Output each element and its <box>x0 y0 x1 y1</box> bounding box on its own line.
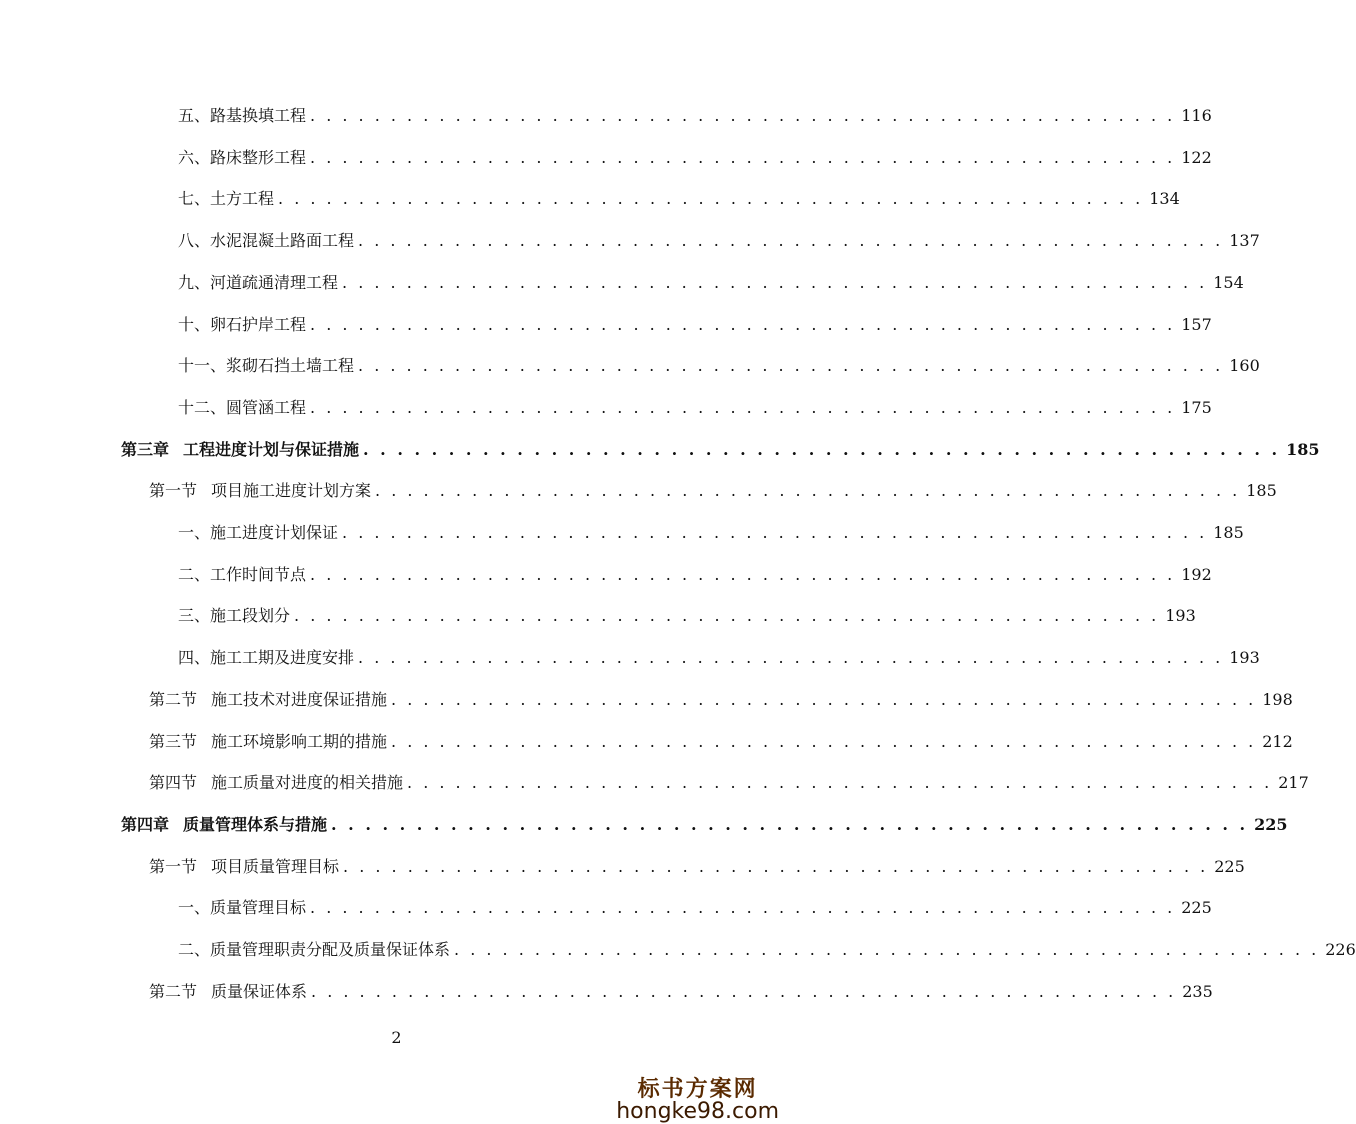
toc-page-number: 157 <box>1181 314 1212 334</box>
dot-leader: . . . . . . . . . . . . . . . . . . . . . . . . . . . . . . . . . . . . . . . . . . . . . . . . . . . . . . <box>310 147 1176 167</box>
toc-chapter[interactable] <box>121 439 1320 460</box>
toc-page-number: 235 <box>1182 981 1213 1001</box>
page-number: 2 <box>391 1028 402 1047</box>
dot-leader: . . . . . . . . . . . . . . . . . . . . . . . . . . . . . . . . . . . . . . . . . . . . . . . . . . . . . . <box>294 606 1160 626</box>
toc-title: 施工环境影响工期的措施 <box>211 731 388 751</box>
dot-leader: . . . . . . . . . . . . . . . . . . . . . . . . . . . . . . . . . . . . . . . . . . . . . . . . . . . . . . <box>454 940 1320 959</box>
dot-leader: . . . . . . . . . . . . . . . . . . . . . . . . . . . . . . . . . . . . . . . . . . . . . . . . . . . . . . <box>342 272 1208 292</box>
dot-leader: . . . . . . . . . . . . . . . . . . . . . . . . . . . . . . . . . . . . . . . . . . . . . . . . . . . . . . <box>391 689 1257 709</box>
toc-title-group <box>149 481 371 501</box>
toc-page-number: 185 <box>1286 439 1320 459</box>
dot-leader: . . . . . . . . . . . . . . . . . . . . . . . . . . . . . . . . . . . . . . . . . . . . . . . . . . . . . . <box>375 481 1241 501</box>
toc-title: 二、质量管理职责分配及质量保证体系 <box>178 940 451 959</box>
dot-leader: . . . . . . . . . . . . . . . . . . . . . . . . . . . . . . . . . . . . . . . . . . . . . . . . . . . . . . <box>363 439 1281 459</box>
toc-page-number: 225 <box>1254 814 1288 834</box>
toc-title-group <box>178 523 338 543</box>
toc-item[interactable] <box>178 356 1260 376</box>
toc-title: 八、水泥混凝土路面工程 <box>178 231 355 251</box>
toc-title: 一、施工进度计划保证 <box>178 523 339 542</box>
toc-label: 第四节 <box>149 773 198 793</box>
toc-title-group <box>178 106 306 126</box>
toc-title-group <box>178 356 354 376</box>
dot-leader: . . . . . . . . . . . . . . . . . . . . . . . . . . . . . . . . . . . . . . . . . . . . . . . . . . . . . . <box>310 397 1176 417</box>
dot-leader: . . . . . . . . . . . . . . . . . . . . . . . . . . . . . . . . . . . . . . . . . . . . . . . . . . . . . . <box>358 231 1224 251</box>
toc-section[interactable] <box>149 981 1213 1002</box>
toc-title-group <box>149 857 339 877</box>
toc-item[interactable] <box>178 523 1244 543</box>
toc-item[interactable] <box>178 106 1212 126</box>
watermark-en: hongke98.com <box>616 1099 779 1124</box>
toc-title-group <box>178 148 306 168</box>
dot-leader: . . . . . . . . . . . . . . . . . . . . . . . . . . . . . . . . . . . . . . . . . . . . . . . . . . . . . . <box>391 731 1257 751</box>
toc-page-number: 154 <box>1213 272 1244 292</box>
toc-title-group <box>178 315 306 335</box>
toc-title: 项目质量管理目标 <box>211 856 340 876</box>
toc-title-group <box>178 565 306 585</box>
toc-label: 第四章 <box>121 814 170 834</box>
toc-item[interactable] <box>178 231 1260 251</box>
toc-title-group <box>121 815 327 835</box>
dot-leader: . . . . . . . . . . . . . . . . . . . . . . . . . . . . . . . . . . . . . . . . . . . . . . . . . . . . . . <box>342 523 1208 542</box>
toc-title: 十一、浆砌石挡土墙工程 <box>178 356 355 376</box>
toc-item[interactable] <box>178 940 1356 960</box>
toc-item[interactable] <box>178 564 1212 585</box>
toc-title: 十、卵石护岸工程 <box>178 314 307 334</box>
toc-title: 一、质量管理目标 <box>178 898 307 918</box>
toc-title: 项目施工进度计划方案 <box>211 481 372 501</box>
dot-leader: . . . . . . . . . . . . . . . . . . . . . . . . . . . . . . . . . . . . . . . . . . . . . . . . . . . . . . <box>310 106 1176 125</box>
toc-page-number: 212 <box>1262 731 1293 751</box>
dot-leader: . . . . . . . . . . . . . . . . . . . . . . . . . . . . . . . . . . . . . . . . . . . . . . . . . . . . . . <box>358 356 1224 376</box>
toc-title-group <box>149 732 387 752</box>
toc-title: 六、路床整形工程 <box>178 147 307 167</box>
toc-title-group <box>178 189 274 209</box>
toc-page-number: 185 <box>1246 481 1277 501</box>
toc-item[interactable] <box>178 648 1260 668</box>
toc-page-number: 193 <box>1229 648 1260 668</box>
toc-title: 四、施工工期及进度安排 <box>178 648 355 668</box>
toc-title: 七、土方工程 <box>178 189 275 209</box>
toc-section[interactable] <box>149 689 1293 710</box>
toc-label: 第三节 <box>149 731 198 751</box>
toc-section[interactable] <box>149 481 1277 501</box>
dot-leader: . . . . . . . . . . . . . . . . . . . . . . . . . . . . . . . . . . . . . . . . . . . . . . . . . . . . . . <box>331 814 1249 834</box>
toc-label: 第二节 <box>149 689 198 709</box>
toc-page-number: 137 <box>1229 231 1260 251</box>
toc-label: 第二节 <box>149 981 198 1001</box>
toc-section[interactable] <box>149 731 1293 752</box>
toc-page-number: 160 <box>1229 356 1260 376</box>
watermark-logo <box>616 1072 779 1124</box>
toc-item[interactable] <box>178 898 1212 918</box>
toc-page-number: 226 <box>1325 940 1356 959</box>
toc-title-group <box>121 440 359 460</box>
toc-item[interactable] <box>178 397 1212 418</box>
toc-title: 施工质量对进度的相关措施 <box>211 773 404 793</box>
toc-page-number: 225 <box>1181 898 1212 918</box>
toc-title-group <box>178 606 290 626</box>
toc-title: 九、河道疏通清理工程 <box>178 272 339 292</box>
toc-title-group <box>149 982 307 1002</box>
toc-item[interactable] <box>178 189 1180 209</box>
toc-chapter[interactable] <box>121 814 1288 835</box>
toc-page-number: 122 <box>1181 147 1212 167</box>
toc-title: 质量管理体系与措施 <box>183 814 328 834</box>
toc-title-group <box>149 773 403 793</box>
dot-leader: . . . . . . . . . . . . . . . . . . . . . . . . . . . . . . . . . . . . . . . . . . . . . . . . . . . . . . <box>310 898 1176 918</box>
toc-title-group <box>178 273 338 293</box>
toc-page-number: 175 <box>1181 397 1212 417</box>
toc-label: 第一节 <box>149 481 198 501</box>
toc-page-number: 198 <box>1262 689 1293 709</box>
dot-leader: . . . . . . . . . . . . . . . . . . . . . . . . . . . . . . . . . . . . . . . . . . . . . . . . . . . . . . <box>310 564 1176 584</box>
toc-section[interactable] <box>149 856 1245 877</box>
toc-title: 五、路基换填工程 <box>178 106 307 125</box>
toc-section[interactable] <box>149 773 1309 793</box>
toc-title-group <box>178 648 354 668</box>
toc-title: 二、工作时间节点 <box>178 564 307 584</box>
toc-page-number: 185 <box>1213 523 1244 542</box>
dot-leader: . . . . . . . . . . . . . . . . . . . . . . . . . . . . . . . . . . . . . . . . . . . . . . . . . . . . . . <box>278 189 1144 209</box>
toc-item[interactable] <box>178 314 1212 335</box>
toc-title-group <box>149 690 387 710</box>
toc-page-number: 192 <box>1181 564 1212 584</box>
toc-page-number: 225 <box>1214 856 1245 876</box>
dot-leader: . . . . . . . . . . . . . . . . . . . . . . . . . . . . . . . . . . . . . . . . . . . . . . . . . . . . . . <box>407 773 1273 793</box>
watermark-cn: 标书方案网 <box>637 1077 758 1102</box>
toc-page-number: 193 <box>1165 606 1196 626</box>
toc-title-group <box>178 898 306 918</box>
toc-label: 第一节 <box>149 856 198 876</box>
toc-title-group <box>178 940 450 960</box>
dot-leader: . . . . . . . . . . . . . . . . . . . . . . . . . . . . . . . . . . . . . . . . . . . . . . . . . . . . . . <box>310 314 1176 334</box>
toc-page-number: 217 <box>1278 773 1309 793</box>
toc-label: 第三章 <box>121 439 170 459</box>
toc-title: 三、施工段划分 <box>178 606 291 626</box>
toc-title: 工程进度计划与保证措施 <box>183 439 360 459</box>
toc-title: 施工技术对进度保证措施 <box>211 689 388 709</box>
dot-leader: . . . . . . . . . . . . . . . . . . . . . . . . . . . . . . . . . . . . . . . . . . . . . . . . . . . . . . <box>343 856 1209 876</box>
toc-item[interactable] <box>178 272 1244 293</box>
toc-item[interactable] <box>178 147 1212 168</box>
toc-item[interactable] <box>178 606 1196 626</box>
toc-page-number: 134 <box>1149 189 1180 209</box>
toc-page-number: 116 <box>1181 106 1212 125</box>
toc-title-group <box>178 398 306 418</box>
toc-title: 质量保证体系 <box>211 981 308 1001</box>
toc-title-group <box>178 231 354 251</box>
dot-leader: . . . . . . . . . . . . . . . . . . . . . . . . . . . . . . . . . . . . . . . . . . . . . . . . . . . . . . <box>358 648 1224 668</box>
toc-title: 十二、圆管涵工程 <box>178 397 307 417</box>
dot-leader: . . . . . . . . . . . . . . . . . . . . . . . . . . . . . . . . . . . . . . . . . . . . . . . . . . . . . . <box>311 981 1177 1001</box>
